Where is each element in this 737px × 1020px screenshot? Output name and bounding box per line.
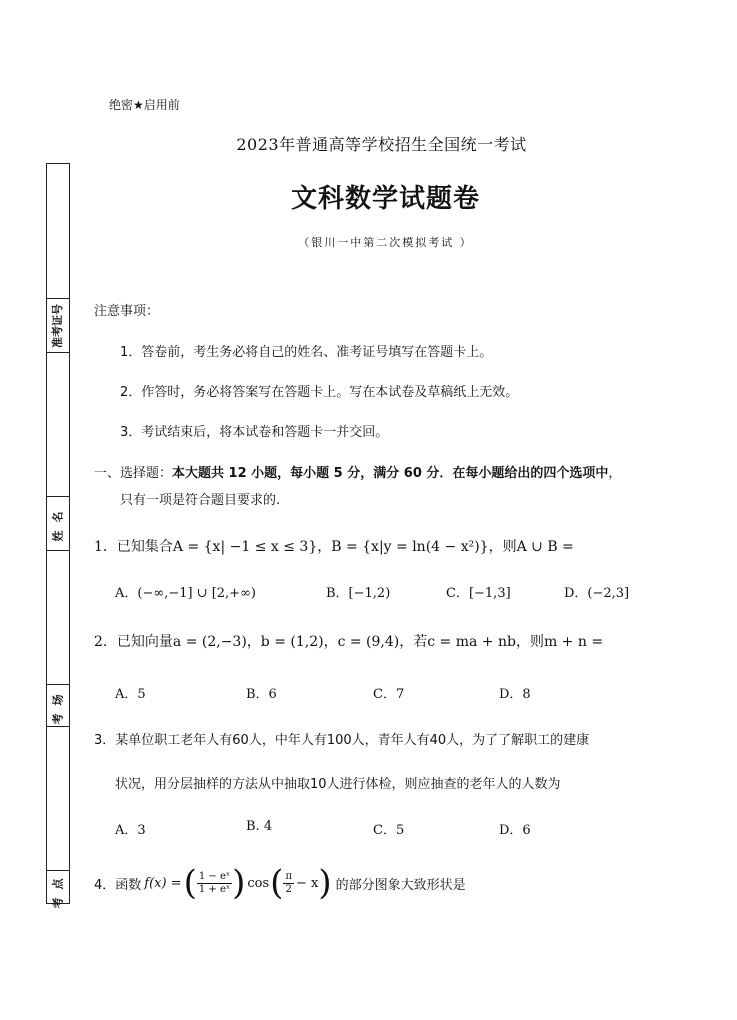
label-admission-number: 准考证号 <box>51 304 64 348</box>
label-exam-site: 考点 <box>51 870 65 909</box>
question-4-fraction: $\frac{\text{1 − eˣ}}{\text{1 + eˣ}}$ <box>198 870 231 895</box>
question-1-option-c: C．[−1,3] <box>446 586 511 601</box>
question-4-cos-fraction: $\frac{\pi}{2}$ <box>285 870 293 895</box>
question-3-option-b: B. 4 <box>246 819 273 834</box>
binding-column <box>46 163 70 909</box>
label-exam-room: 考场 <box>51 686 65 725</box>
question-2-stem: 2．已知向量a = (2,−3)，b = (1,2)，c = (9,4)，若c = ma + nb，则m + n = <box>94 634 604 650</box>
question-1-option-d: D．(−2,3] <box>564 586 630 601</box>
label-name: 姓名 <box>51 503 65 542</box>
exam-name: 2023年普通高等学校招生全国统一考试 <box>236 135 527 154</box>
question-1-option-a: A．(−∞,−1] ∪ [2,+∞) <box>115 586 256 601</box>
section-intro-line1: 一、选择题：本大题共 12 小题，每小题 5 分，满分 60 分．在每小题给出的四个选项中， <box>94 466 622 481</box>
notice-heading: 注意事项： <box>94 304 160 319</box>
question-3-option-a: A．3 <box>115 823 146 838</box>
question-3-stem-line1: 3．某单位职工老年人有60人，中年人有100人，青年人有40人，为了了解职工的建康 <box>94 733 590 748</box>
section-intro-line2: 只有一项是符合题目要求的. <box>120 493 281 508</box>
question-3-option-c: C．5 <box>373 823 405 838</box>
question-2-option-c: C．7 <box>373 687 405 702</box>
notice-item-3: 3．考试结束后，将本试卷和答题卡一并交回。 <box>120 425 389 440</box>
paper-subtitle: （银川一中第二次模拟考试 ） <box>298 236 473 249</box>
question-2-option-b: B．6 <box>246 687 277 702</box>
secret-mark: 绝密★启用前 <box>109 98 180 112</box>
question-3-option-d: D．6 <box>499 823 531 838</box>
notice-item-2: 2．作答时，务必将答案写在答题卡上。写在本试卷及草稿纸上无效。 <box>120 385 519 400</box>
question-4-stem: 4．函数 f(x) = ( $\frac{\text{1 − eˣ}}{\text{1 + eˣ}}$ ) cos ( $\frac{\pi}{2}$ − x ) 的部分图象大致形状是 <box>94 863 466 903</box>
paper-title: 文科数学试题卷 <box>290 184 480 214</box>
question-3-stem-line2: 状况，用分层抽样的方法从中抽取10人进行体检，则应抽查的老年人的人数为 <box>115 777 561 792</box>
question-2-option-d: D．8 <box>499 687 531 702</box>
question-2-option-a: A．5 <box>115 687 146 702</box>
question-1-option-b: B．[−1,2) <box>326 586 391 601</box>
question-1-stem: 1．已知集合A = {x| −1 ≤ x ≤ 3}，B = {x|y = ln(4 − x²)}，则A ∪ B = <box>94 539 574 555</box>
notice-item-1: 1．答卷前，考生务必将自己的姓名、准考证号填写在答题卡上。 <box>120 345 493 360</box>
